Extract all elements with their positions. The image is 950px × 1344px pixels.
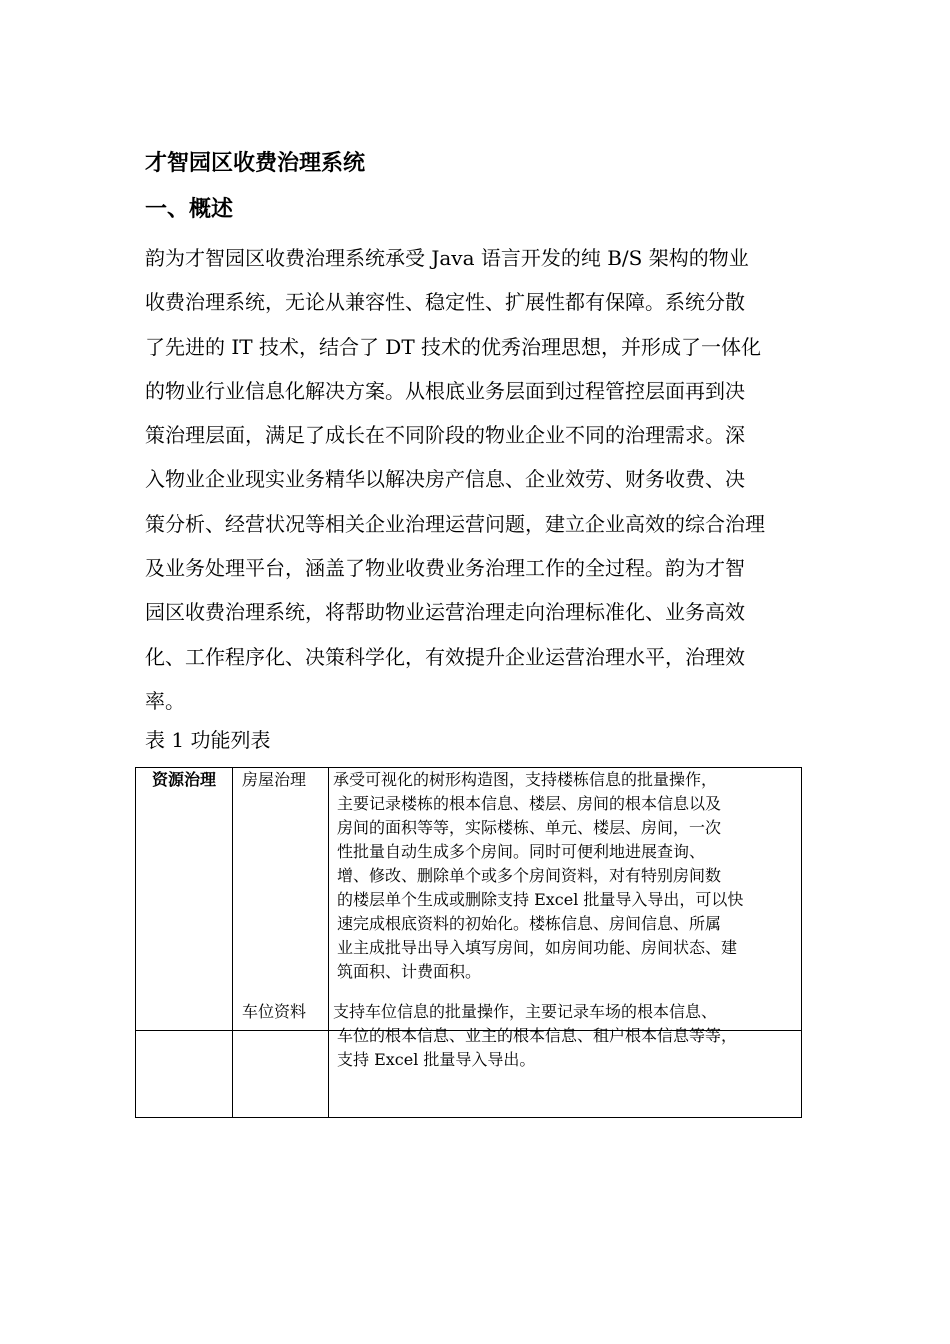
table-description-cell [333, 1000, 803, 1072]
description-line: 增、修改、删除单个或多个房间资料，对有特别房间数 [337, 866, 722, 885]
paragraph-line: 的物业行业信息化解决方案。从根底业务层面到过程管控层面再到决 [145, 378, 745, 403]
paragraph-line: 韵为才智园区收费治理系统承受 Java 语言开发的纯 B/S 架构的物业 [145, 246, 749, 270]
paragraph-line: 率。 [145, 688, 185, 713]
description-line: 速完成根底资料的初始化。楼栋信息、房间信息、所属 [337, 914, 722, 933]
paragraph-line: 策分析、经营状况等相关企业治理运营问题，建立企业高效的综合治理 [145, 511, 765, 536]
paragraph-line: 化、工作程序化、决策科学化，有效提升企业运营治理水平，治理效 [145, 644, 745, 669]
paragraph-line: 入物业企业现实业务精华以解决房产信息、企业效劳、财务收费、决 [145, 467, 745, 492]
description-line: 房间的面积等等，实际楼栋、单元、楼层、房间，一次 [337, 818, 722, 837]
paragraph-line: 及业务处理平台，涵盖了物业收费业务治理工作的全过程。韵为才智 [145, 556, 745, 581]
description-line: 承受可视化的树形构造图，支持楼栋信息的批量操作， [333, 770, 718, 789]
description-line: 支持车位信息的批量操作，主要记录车场的根本信息、 [333, 1002, 718, 1021]
description-line: 主要记录楼栋的根本信息、楼层、房间的根本信息以及 [337, 794, 722, 813]
paragraph-line: 园区收费治理系统，将帮助物业运营治理走向治理标准化、业务高效 [145, 600, 745, 625]
section-heading: 一、概述 [145, 197, 234, 222]
table-item-cell: 车位资料 [242, 1002, 307, 1021]
description-line: 支持 Excel 批量导入导出。 [337, 1050, 536, 1069]
table-caption: 表 1 功能列表 [145, 728, 271, 752]
description-line: 的楼层单个生成或删除支持 Excel 批量导入导出，可以快 [337, 890, 744, 909]
paragraph-line: 策治理层面，满足了成长在不同阶段的物业企业不同的治理需求。深 [145, 423, 745, 448]
description-line: 筑面积、计费面积。 [337, 962, 482, 981]
table-column-divider [328, 767, 329, 1118]
description-line: 车位的根本信息、业主的根本信息、租户根本信息等等， [337, 1026, 738, 1045]
description-line: 业主成批导出导入填写房间，如房间功能、房间状态、建 [337, 938, 738, 957]
description-line: 性批量自动生成多个房间。同时可便利地进展查询、 [337, 842, 706, 861]
document-title: 才智园区收费治理系统 [145, 151, 366, 176]
table-column-divider [232, 767, 233, 1118]
overview-paragraph [145, 236, 825, 723]
paragraph-line: 了先进的 IT 技术，结合了 DT 技术的优秀治理思想，并形成了一体化 [145, 334, 762, 359]
table-description-cell [333, 768, 803, 984]
table-border-bottom [135, 1117, 802, 1118]
table-category-cell: 资源治理 [152, 770, 217, 789]
table-border-left [135, 767, 136, 1118]
table-item-cell: 房屋治理 [242, 770, 307, 789]
paragraph-line: 收费治理系统，无论从兼容性、稳定性、扩展性都有保障。系统分散 [145, 290, 745, 315]
